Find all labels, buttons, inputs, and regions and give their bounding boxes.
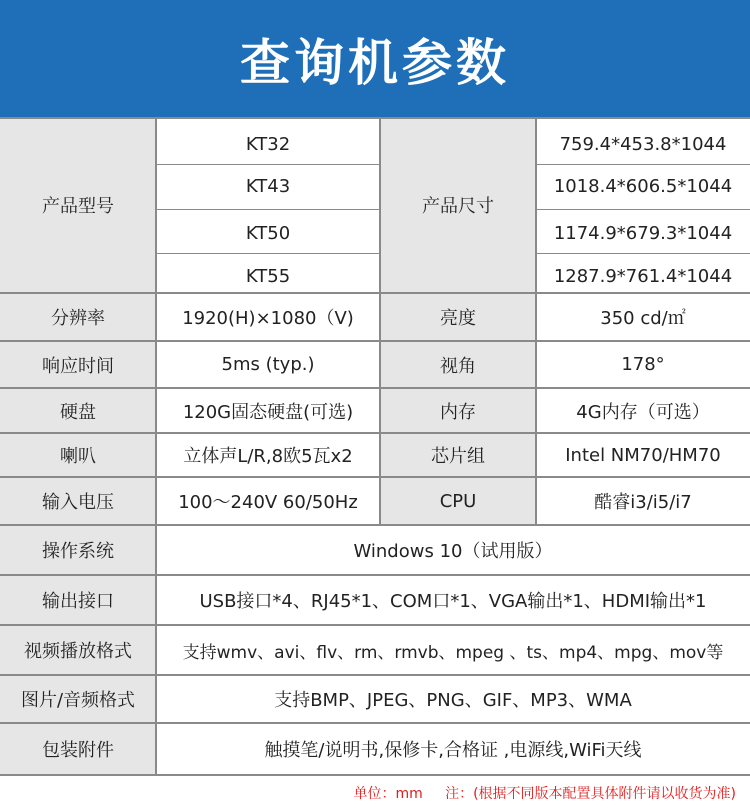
grid-line [0, 476, 750, 478]
viewing-angle-value: 178° [621, 354, 665, 375]
brightness-value: 350 cd/㎡ [600, 308, 686, 329]
response-value: 5ms (typ.) [221, 354, 315, 375]
grid-line [536, 253, 750, 254]
grid-line [0, 117, 750, 119]
speaker-value: 立体声L/R,8欧5瓦x2 [183, 446, 353, 467]
model-value: KT43 [245, 175, 291, 197]
accessories-value: 触摸笔/说明书,保修卡,合格证 ,电源线,WiFi天线 [264, 740, 642, 761]
resolution-value: 1920(H)×1080（V) [182, 308, 354, 329]
disk-value: 120G固态硬盘(可选) [182, 401, 354, 423]
cpu-value: 酷睿i3/i5/i7 [594, 492, 692, 513]
label-resolution: 分辨率 [0, 294, 156, 340]
grid-line [379, 117, 381, 526]
grid-line [0, 387, 750, 389]
model-value: KT55 [245, 265, 291, 287]
label-chipset: 芯片组 [380, 434, 536, 476]
grid-line [536, 209, 750, 210]
grid-line [156, 164, 380, 165]
label-image-audio: 图片/音频格式 [0, 676, 156, 722]
label-brightness: 亮度 [380, 294, 536, 340]
footer-note: 单位：mm 注：(根据不同版本配置具体附件请以收货为准) [353, 786, 736, 802]
video-value: 支持wmv、avi、flv、rm、rmvb、mpeg 、ts、mp4、mpg、mov等 [182, 642, 724, 663]
chipset-value: Intel NM70/HM70 [565, 444, 721, 466]
model-value: KT32 [245, 133, 291, 155]
label-model: 产品型号 [0, 118, 156, 292]
size-value: 1018.4*606.5*1044 [553, 175, 733, 197]
memory-value: 4G内存（可选） [576, 401, 710, 423]
grid-line [0, 574, 750, 576]
grid-line [535, 117, 537, 526]
label-os: 操作系统 [0, 526, 156, 574]
grid-line [0, 292, 750, 294]
grid-line [536, 164, 750, 165]
os-value: Windows 10（试用版） [353, 541, 553, 562]
label-speaker: 喇叭 [0, 434, 156, 476]
grid-line [156, 253, 380, 254]
label-video: 视频播放格式 [0, 626, 156, 674]
model-value: KT50 [245, 222, 291, 244]
label-memory: 内存 [380, 389, 536, 432]
grid-line [156, 209, 380, 210]
label-cpu: CPU [380, 478, 536, 524]
label-response: 响应时间 [0, 342, 156, 387]
grid-line [0, 524, 750, 526]
grid-line [0, 674, 750, 676]
grid-line [0, 340, 750, 342]
page-title: 查询机参数 [240, 33, 510, 92]
label-ports: 输出接口 [0, 576, 156, 624]
grid-line [0, 432, 750, 434]
label-viewing-angle: 视角 [380, 342, 536, 387]
grid-line [0, 722, 750, 724]
label-disk: 硬盘 [0, 389, 156, 432]
label-size: 产品尺寸 [380, 118, 536, 292]
size-value: 1174.9*679.3*1044 [553, 222, 733, 244]
label-accessories: 包装附件 [0, 724, 156, 774]
label-voltage: 输入电压 [0, 478, 156, 524]
image-audio-value: 支持BMP、JPEG、PNG、GIF、MP3、WMA [274, 690, 632, 711]
grid-line [155, 117, 157, 775]
grid-line [0, 624, 750, 626]
ports-value: USB接口*4、RJ45*1、COM口*1、VGA输出*1、HDMI输出*1 [199, 591, 707, 612]
size-value: 759.4*453.8*1044 [559, 133, 727, 155]
size-value: 1287.9*761.4*1044 [553, 265, 733, 287]
voltage-value: 100～240V 60/50Hz [178, 492, 358, 513]
